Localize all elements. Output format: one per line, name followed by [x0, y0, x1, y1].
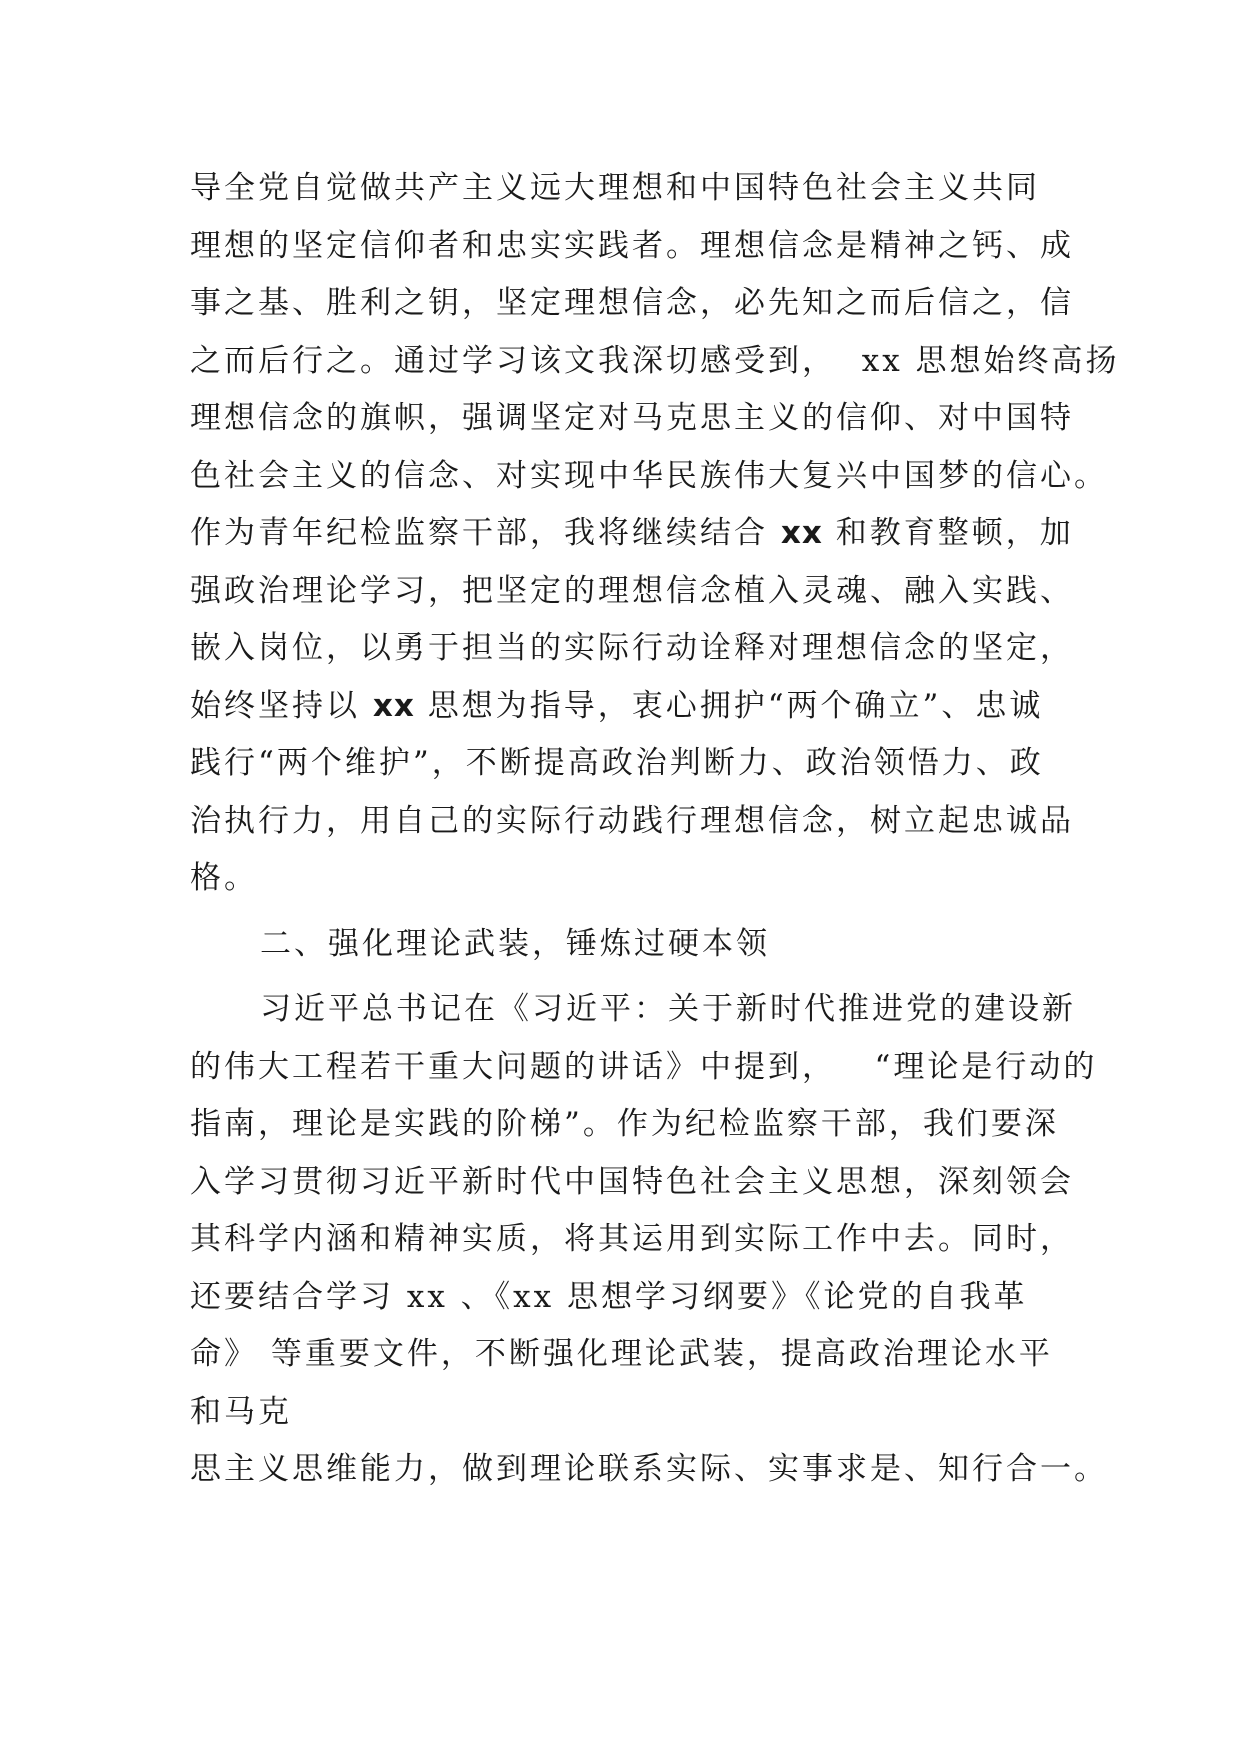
line-10-text-a: 始终坚持以: [190, 687, 373, 724]
spacer: [190, 908, 1070, 916]
paragraph-1-line-11: 践行“两个维护”，不断提高政治判断力、政治领悟力、政: [190, 745, 1044, 781]
paragraph-1-line-3: 事之基、胜利之钥，坚定理想信念，必先知之而后信之，信: [190, 285, 1074, 321]
paragraph-2-line-9: 思主义思维能力，做到理论联系实际、实事求是、知行合一。: [190, 1451, 1108, 1487]
paragraph-1-line-10: [190, 678, 1070, 736]
paragraph-1-line-5: 理想信念的旗帜，强调坚定对马克思主义的信仰、对中国特: [190, 400, 1074, 436]
document-body: [190, 160, 1120, 1499]
paragraph-2-line-3: 指南，理论是实践的阶梯”。作为纪检监察干部，我们要深: [190, 1106, 1059, 1142]
paragraph-1-line-2: 理想的坚定信仰者和忠实实践者。理想信念是精神之钙、成: [190, 227, 1074, 264]
line-7-bold-xx: xx: [780, 515, 823, 551]
paragraph-2-line-4: 入学习贯彻习近平新时代中国特色社会主义思想，深刻领会: [190, 1163, 1074, 1200]
section-heading: 二、强化理论武装，锤炼过硬本领: [260, 925, 770, 962]
paragraph-2-line-1: 习近平总书记在《习近平：关于新时代推进党的建设新: [260, 991, 1076, 1027]
paragraph-1-line-7: [190, 505, 1074, 563]
paragraph-2-line-6: 还要结合学习 xx 、《xx 思想学习纲要》《论党的自我革: [190, 1278, 1028, 1315]
paragraph-1-line-13: 格。: [190, 860, 258, 896]
paragraph-1-line-4: 之而后行之。通过学习该文我深切感受到， xx 思想始终高扬: [190, 342, 1120, 379]
line-7-text-b: 和教育整顿，加: [822, 515, 1074, 551]
paragraph-2-line-8: 和马克: [190, 1393, 292, 1430]
paragraph-1-line-8: 强政治理论学习，把坚定的理想信念植入灵魂、融入实践、: [190, 572, 1074, 609]
paragraph-1-line-1: 导全党自觉做共产主义远大理想和中国特色社会主义共同: [190, 170, 1040, 206]
paragraph-1-line-6: 色社会主义的信念、对实现中华民族伟大复兴中国梦的信心。: [190, 457, 1108, 494]
spacer: [190, 973, 1070, 981]
paragraph-2-line-7: 命》 等重要文件，不断强化理论武装，提高政治理论水平: [190, 1336, 1053, 1372]
paragraph-2-line-5: 其科学内涵和精神实质，将其运用到实际工作中去。同时，: [190, 1221, 1074, 1257]
paragraph-1-line-12: 治执行力，用自己的实际行动践行理想信念，树立起忠诚品: [190, 802, 1074, 839]
line-10-bold-xx: xx: [372, 687, 415, 724]
paragraph-2-line-2: 的伟大工程若干重大问题的讲话》中提到， “理论是行动的: [190, 1048, 1098, 1085]
paragraph-1-line-9: 嵌入岗位，以勇于担当的实际行动诠释对理想信念的坚定，: [190, 630, 1074, 666]
line-7-text-a: 作为青年纪检监察干部，我将继续结合: [190, 515, 781, 551]
line-10-text-b: 思想为指导，衷心拥护“两个确立”、忠诚: [414, 687, 1044, 724]
